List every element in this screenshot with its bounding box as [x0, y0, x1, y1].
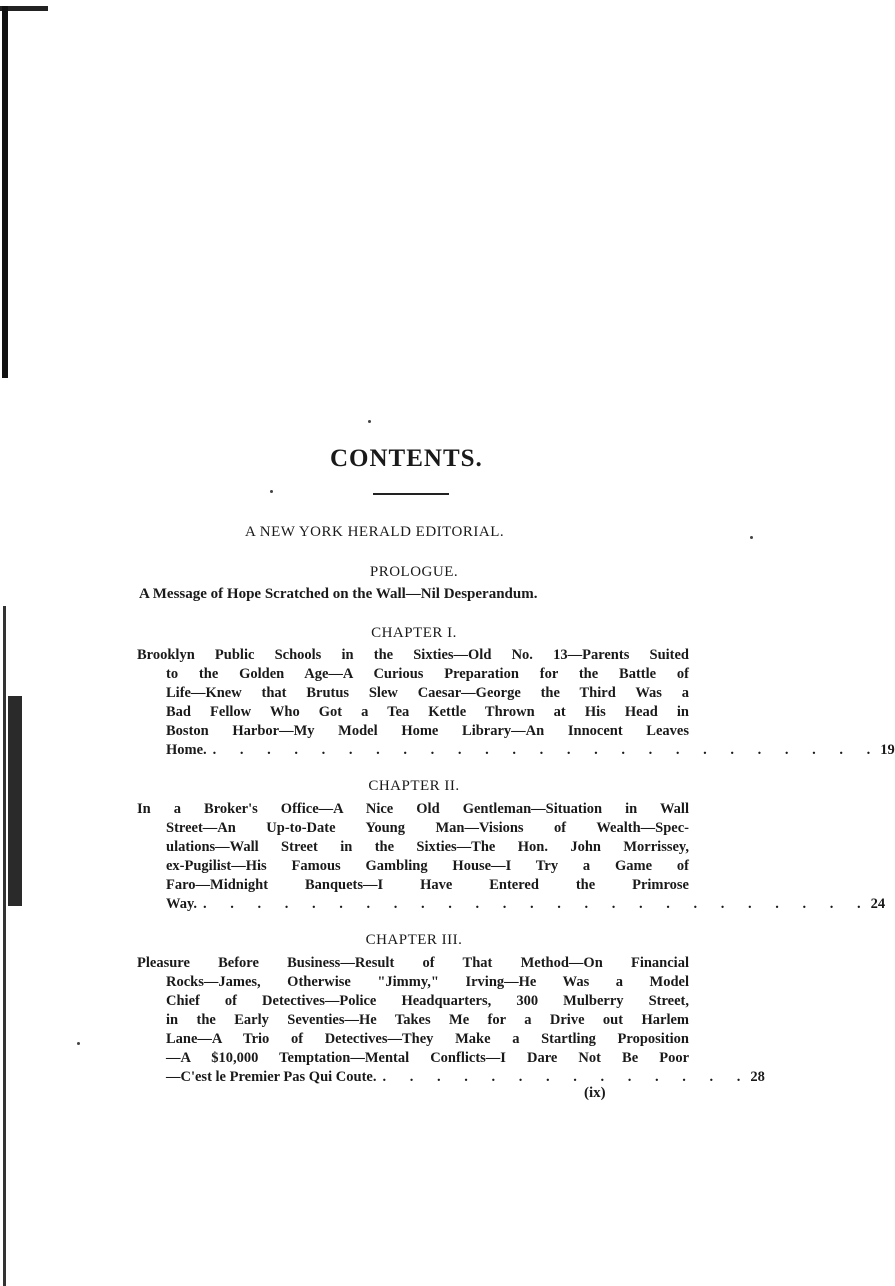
chapter-2-last-text: Way.	[166, 896, 198, 912]
chapter-2-heading: CHAPTER II.	[368, 778, 460, 794]
scan-edge-blot	[8, 696, 22, 906]
scan-speck	[77, 1042, 80, 1045]
chapter-2-page-number: 24	[870, 896, 886, 912]
leader-dots: . . . . . . . . . . . . . . . . . . . . . . . . .	[212, 742, 881, 758]
chapter-2-line: Street—An Up-to-Date Young Man—Visions of Wealth—Spec-	[166, 820, 689, 836]
chapter-2-line: ex-Pugilist—His Famous Gambling House—I Try a Game of	[166, 858, 689, 874]
chapter-3-heading: CHAPTER III.	[365, 932, 463, 948]
folio-page-number: (ix)	[584, 1085, 606, 1101]
chapter-2-line: In a Broker's Office—A Nice Old Gentleman—Situation in Wall	[137, 801, 689, 817]
scan-edge-lower-shadow	[3, 606, 6, 1286]
chapter-3-line: Rocks—James, Otherwise "Jimmy," Irving—He Was a Model	[166, 974, 689, 990]
chapter-1-line: to the Golden Age—A Curious Preparation for the Battle of	[166, 666, 689, 682]
chapter-1-heading: CHAPTER I.	[371, 625, 457, 641]
chapter-3-line: Chief of Detectives—Police Headquarters, 300 Mulberry Street,	[166, 993, 689, 1009]
chapter-1-last-text: Home.	[166, 742, 207, 758]
prologue-heading: PROLOGUE.	[369, 564, 459, 580]
scan-speck	[750, 536, 753, 539]
scan-speck	[368, 420, 371, 423]
chapter-3-last-text: —C'est le Premier Pas Qui Coute.	[166, 1069, 377, 1085]
chapter-3-last-line	[137, 1068, 765, 1087]
chapter-3-line: in the Early Seventies—He Takes Me for a Drive out Harlem	[166, 1012, 689, 1028]
chapter-3-page-number: 28	[750, 1069, 765, 1085]
chapter-1-last-line	[137, 741, 895, 760]
chapter-1-line: Life—Knew that Brutus Slew Caesar—George the Third Was a	[166, 685, 689, 701]
scan-speck	[270, 490, 273, 493]
scan-edge-binding-shadow	[2, 6, 8, 378]
chapter-3-line: Pleasure Before Business—Result of That Method—On Financial	[137, 955, 689, 971]
prologue-text: A Message of Hope Scratched on the Wall—Nil Desperandum.	[139, 586, 538, 602]
page-title: CONTENTS.	[330, 445, 483, 472]
editorial-heading: A NEW YORK HERALD EDITORIAL.	[245, 524, 505, 540]
leader-dots: . . . . . . . . . . . . . . . . . . . . . . . . .	[203, 896, 871, 912]
chapter-1-line: Brooklyn Public Schools in the Sixties—Old No. 13—Parents Suited	[137, 647, 689, 663]
chapter-1-entry	[137, 646, 895, 760]
chapter-3-entry	[137, 954, 765, 1087]
chapter-2-line: ulations—Wall Street in the Sixties—The Hon. John Morrissey,	[166, 839, 689, 855]
chapter-2-last-line	[137, 895, 886, 914]
chapter-1-line: Boston Harbor—My Model Home Library—An Innocent Leaves	[166, 723, 689, 739]
leader-dots: . . . . . . . . . . . . . .	[382, 1069, 751, 1085]
scan-edge	[0, 6, 10, 1284]
title-rule	[373, 493, 449, 495]
chapter-2-entry	[137, 800, 886, 914]
chapter-1-page-number: 19	[880, 742, 895, 758]
chapter-2-line: Faro—Midnight Banquets—I Have Entered the Primrose	[166, 877, 689, 893]
chapter-3-line: —A $10,000 Temptation—Mental Conflicts—I Dare Not Be Poor	[166, 1050, 689, 1066]
chapter-1-line: Bad Fellow Who Got a Tea Kettle Thrown at His Head in	[166, 704, 689, 720]
chapter-3-line: Lane—A Trio of Detectives—They Make a Startling Proposition	[166, 1031, 689, 1047]
